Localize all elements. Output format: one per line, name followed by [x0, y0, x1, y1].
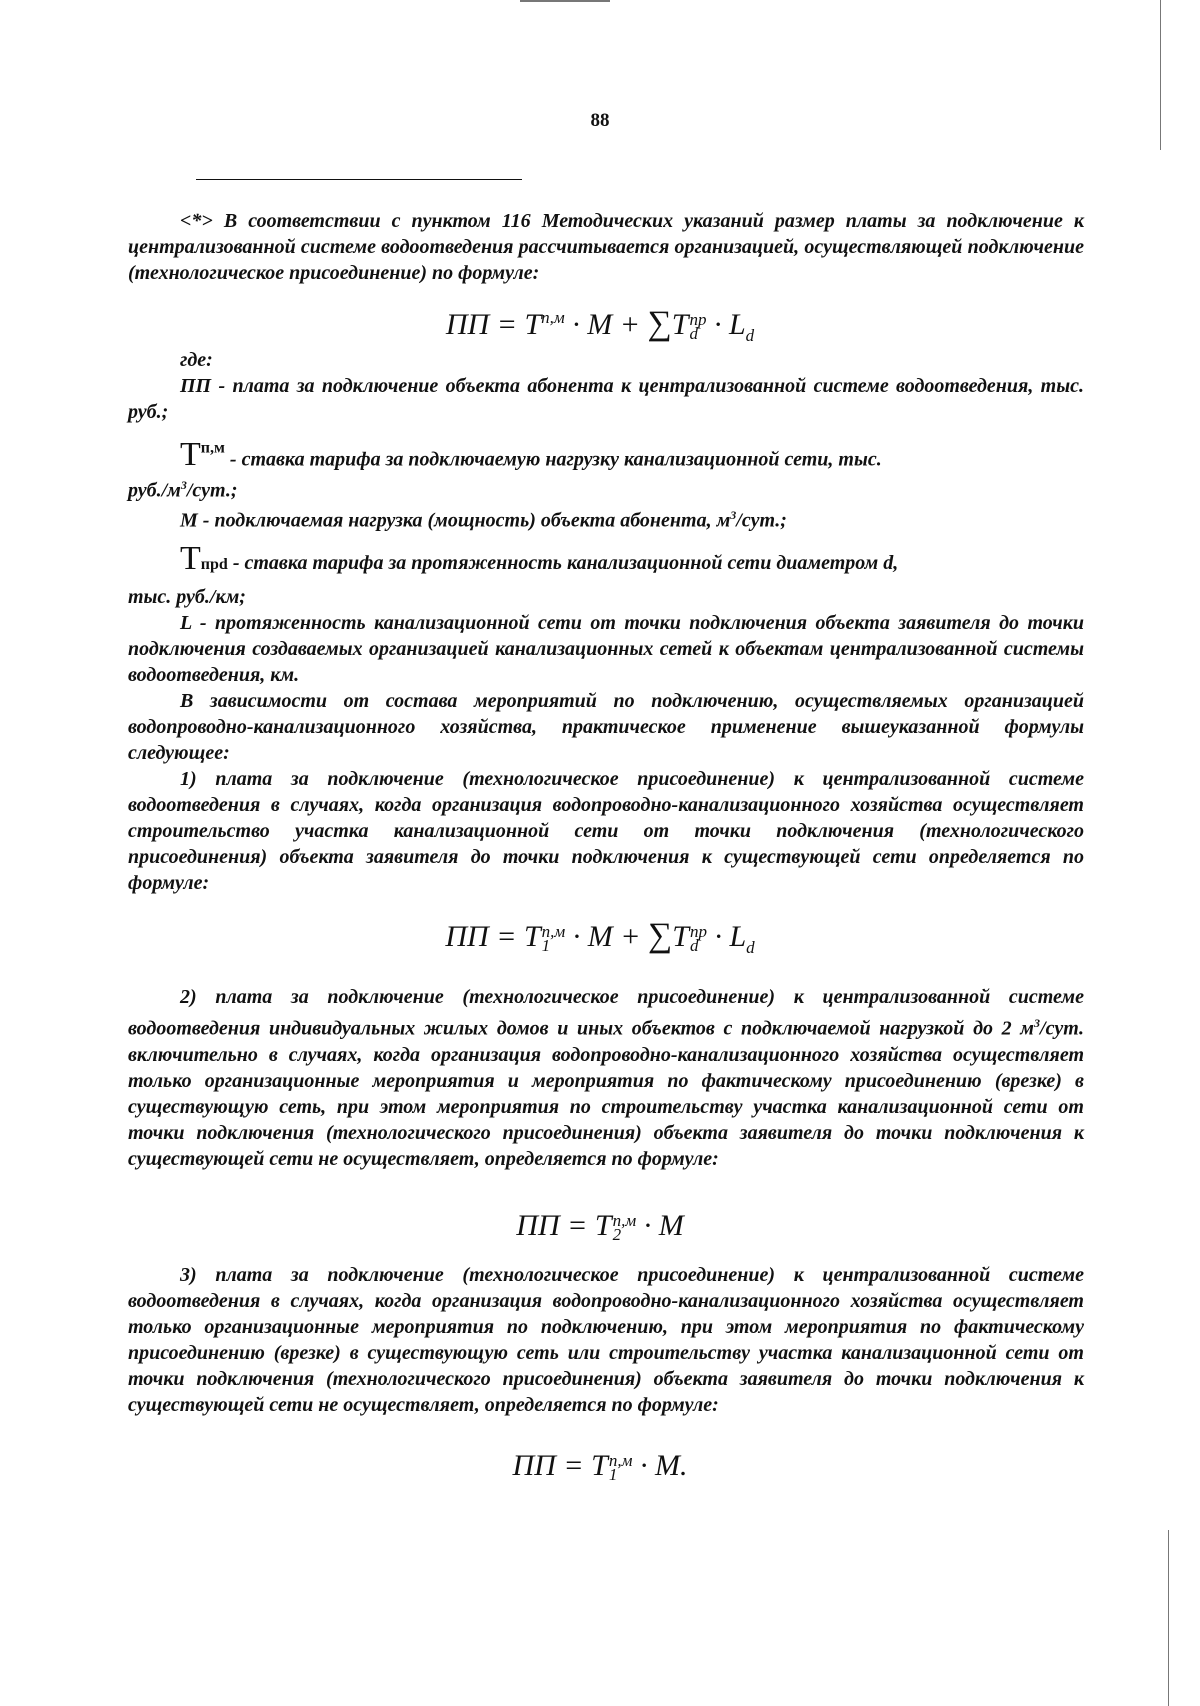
formula-case-2: ПП = T п,м 2 · M [516, 1209, 684, 1245]
definition-td-cont: тыс. руб./км; [128, 586, 246, 608]
cases-intro: В зависимости от состава мероприятий по подключению, осуществляемых организацией водопроводно-канализационного хозяйства, практическое применение вышеуказанной формулы следующее: [128, 690, 1084, 764]
formula-main: ПП = $T^{п,м} \cdot M + \sum T$ пр d · $L_d$ [445, 305, 755, 345]
case-3: 3) плата за подключение (технологическое присоединение) к централизованной системе водоотведения в случаях, когда организация водопроводно-канализационного хозяйства осуществляет только организационные мероприятия по подключению, при этом мероприятия по фактическому присоединению (врезке) в существующую сеть или строительству участка канализационной сети от точки подключения (технологического присоединения) объекта заявителя до точки подключения к существующей сети не осуществляет, определяется по формуле: [128, 1264, 1084, 1416]
tariff-length-symbol: Тпрd [180, 540, 228, 577]
definition-l: L - протяженность канализационной сети от точки подключения объекта заявителя до точки подключения создаваемых организацией канализационных сетей к объектам централизованной системы водоотведения, км. [128, 612, 1084, 686]
formula-case-1: ПП = T п,м 1 · M + ∑T пр d · $L_d$ [445, 917, 755, 957]
scan-edge-top [520, 0, 610, 2]
case-2: 2) плата за подключение (технологическое присоединение) к централизованной системе водоотведения индивидуальных жилых домов и иных объектов с подключаемой нагрузкой до 2 $м^3$/сут. включительно в случаях, когда организация водопроводно-канализационного хозяйства осуществляет только организационные мероприятия и мероприятия по фактическому присоединению (врезке) в существующую сеть, при этом мероприятия по строительству участка канализационной сети от точки подключения (технологического присоединения) объекта заявителя до точки подключения к существующей сети не осуществляет, определяется по формуле: [128, 986, 1084, 1170]
scan-edge-right-bottom [1168, 1530, 1169, 1706]
formula-case-3: ПП = T п,м 1 · M. [512, 1449, 688, 1485]
definition-t: $Т^{п,м}$ - ставка тарифа за подключаемую нагрузку канализационной сети, тыс. [180, 436, 882, 474]
case-1: 1) плата за подключение (технологическое присоединение) к централизованной системе водоотведения в случаях, когда организация водопроводно-канализационного хозяйства осуществляет строительство участка канализационной сети от точки подключения (технологического присоединения) объекта заявителя до точки подключения к существующей сети определяется по формуле: [128, 768, 1084, 894]
page-number: 88 [590, 110, 610, 131]
footnote-rule [196, 179, 522, 180]
definition-m: М - подключаемая нагрузка (мощность) объекта абонента, $м^3$/сут.; [180, 508, 787, 532]
definition-t-cont: $руб./м^3$/сут.; [128, 478, 238, 502]
where-label: где: [180, 349, 213, 371]
definition-pp: ПП - плата за подключение объекта абонента к централизованной системе водоотведения, тыс. руб.; [128, 375, 1084, 423]
tariff-symbol: $Т^{п,м}$ [180, 436, 225, 474]
footnote-intro: <*> В соответствии с пунктом 116 Методических указаний размер платы за подключение к централизованной системе водоотведения рассчитывается организацией, осуществляющей подключение (технологическое присоединение) по формуле: [128, 210, 1084, 284]
definition-td: Тпрd - ставка тарифа за протяженность канализационной сети диаметром d, [180, 540, 899, 577]
